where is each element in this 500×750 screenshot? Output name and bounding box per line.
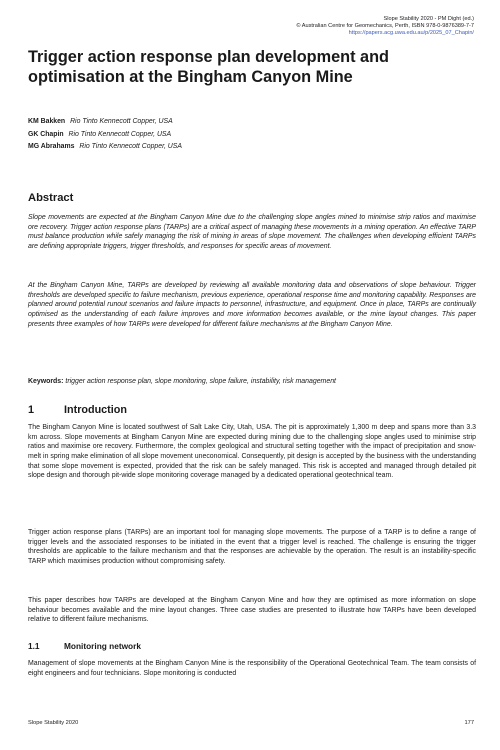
keywords-line <box>28 377 476 387</box>
section-number: 1 <box>28 404 35 416</box>
abstract-paragraph-1: Slope movements are expected at the Bingham Canyon Mine due to the challenging slope angles mined to minimise strip ratios and maximise ore recovery. Trigger action response plans (TARPs) are a critical aspect of managing these movements in a mining operation. An effective TARP must balance production while safely managing the risk of mining in areas of slope movement. The challenges when developing efficient TARPs are defining appropriate triggers, trigger thresholds, and responses for specific areas of movement. <box>28 214 476 250</box>
subsection-number: 1.1 <box>28 641 40 651</box>
keywords-label: Keywords: <box>28 378 64 385</box>
running-header <box>296 16 474 38</box>
author-name: KM Bakken <box>28 118 66 125</box>
copyright-line: © Australian Centre for Geomechanics, Perth, ISBN 978-0-9876389-7-7 <box>296 23 474 30</box>
proceedings-line: Slope Stability 2020 - PM Dight (ed.) <box>383 16 474 22</box>
author-affiliation: Rio Tinto Kennecott Copper, USA <box>70 118 173 125</box>
author-entry <box>28 116 182 129</box>
footer-publication: Slope Stability 2020 <box>28 720 79 726</box>
author-entry <box>28 141 182 154</box>
abstract-paragraph-2: At the Bingham Canyon Mine, TARPs are developed by reviewing all available monitoring data and observations of slope behaviour. Trigger thresholds are developed specific to failure mechanism, previous experience, operational response time and monitoring capability. Responses are planned around potential runout scenarios and failure impacts to personnel, infrastructure, and equipment. Once in place, TARPs are continually optimised as the understanding of each failure improves and more information becomes available, or the mine layout changes. This paper presents three examples of how TARPs were developed for different failure mechanisms at the Bingham Canyon Mine. <box>28 282 476 328</box>
section-title: Introduction <box>64 404 127 416</box>
subsection-heading-monitoring-network <box>28 641 141 651</box>
abstract-heading: Abstract <box>28 192 74 204</box>
section-heading-introduction <box>28 404 127 416</box>
keywords-text: trigger action response plan, slope monitoring, slope failure, instability, risk management <box>65 378 336 385</box>
author-affiliation: Rio Tinto Kennecott Copper, USA <box>68 130 172 138</box>
subsection-title: Monitoring network <box>64 641 141 651</box>
intro-paragraph-3: This paper describes how TARPs are developed at the Bingham Canyon Mine and how they are optimised as more information on slope behaviour becomes available and the mine layout changes. Three case studies are presented to illustrate how TARPs have been developed relative to different failure mechanisms. <box>28 597 476 624</box>
author-affiliation: Rio Tinto Kennecott Copper, USA <box>79 143 182 150</box>
page-number: 177 <box>464 720 474 726</box>
paper-title: Trigger action response plan development and optimisation at the Bingham Canyon Mine <box>28 48 389 86</box>
author-name: GK Chapin <box>28 130 64 138</box>
author-entry <box>28 129 182 142</box>
page-footer <box>28 720 474 726</box>
author-list <box>28 116 182 154</box>
monitoring-paragraph-1: Management of slope movements at the Bingham Canyon Mine is the responsibility of the Operational Geotechnical Team. The team consists of eight engineers and four technicians. Slope monitoring is conducted <box>28 660 476 677</box>
author-name: MG Abrahams <box>28 143 75 150</box>
intro-paragraph-2: Trigger action response plans (TARPs) are an important tool for managing slope movements. The purpose of a TARP is to define a range of trigger levels and the associated responses to be initiated in the event that a trigger level is reached. The challenge is ensuring the trigger thresholds are applicable to the failure mechanism and that the responses are achievable by the operation. The result is an instability-specific TARP which maximises production without compromising safety. <box>28 529 476 565</box>
paper-url-link[interactable]: https://papers.acg.uwa.edu.au/p/2025_07_Chapin/ <box>348 30 474 37</box>
intro-paragraph-1: The Bingham Canyon Mine is located southwest of Salt Lake City, Utah, USA. The pit is approximately 1,300 m deep and spans more than 3.3 km across. Slope movements at Bingham Canyon Mine are expected during mining due to the challenging slope angles used to minimise strip ratios and maximise ore recovery. Furthermore, the complex geological and structural setting together with the impact of precipitation and snow-melt in spring make elimination of all slope movement uneconomical. Consequently, pit design is accepted by the business with the understanding that some slope movement is expected, provided that the risk can be safely managed. This risk is accepted and managed through detailed pit slope design and thorough pit-wide slope monitoring coverage managed by a dedicated operational geotechnical team. <box>28 424 476 480</box>
